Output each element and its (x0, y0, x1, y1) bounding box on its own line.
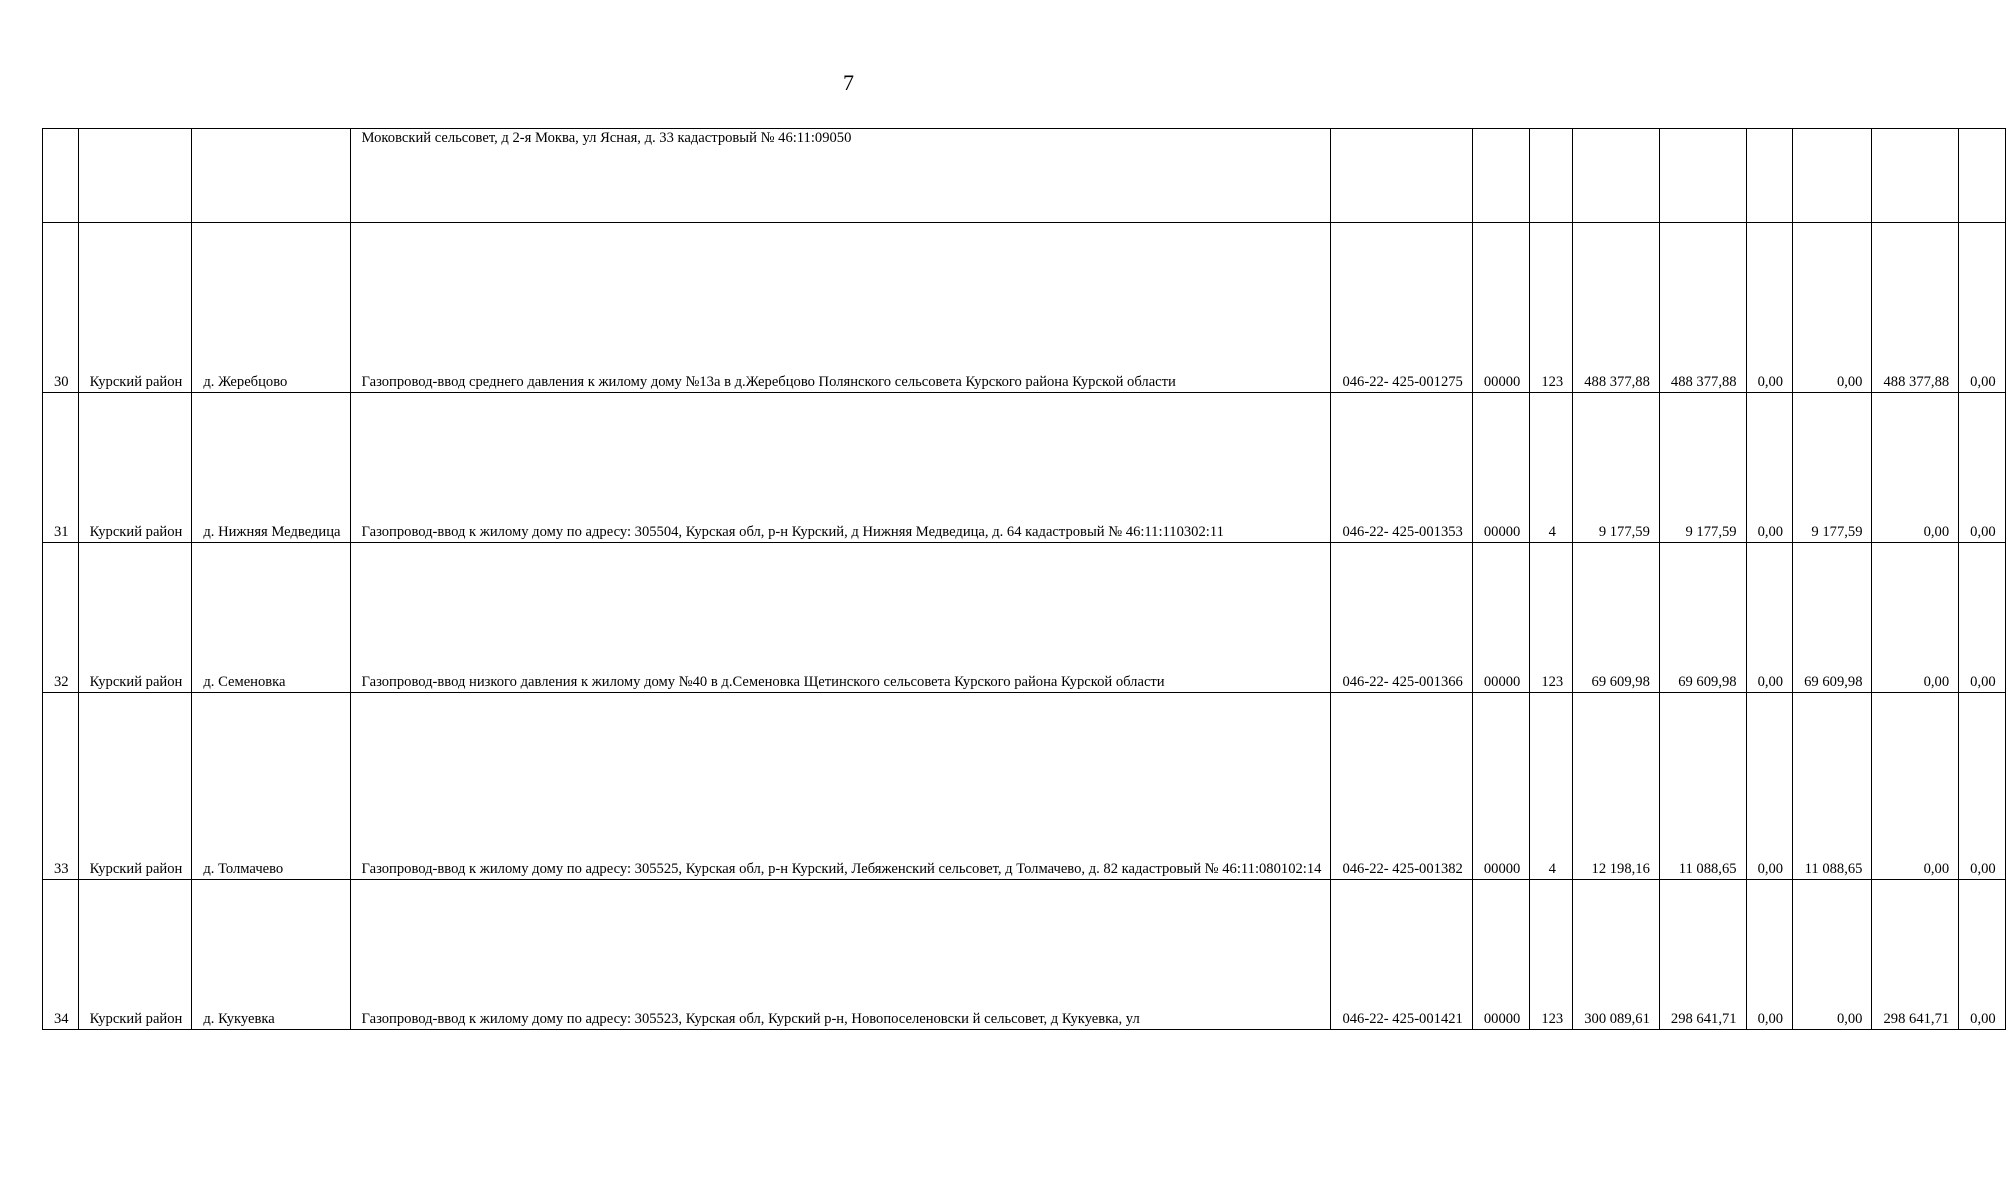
table-row (43, 693, 2006, 880)
code2-cell: 4 (1530, 693, 1573, 880)
value2-cell: 69 609,98 (1659, 543, 1746, 693)
value5-cell: 0,00 (1872, 693, 1959, 880)
value2-cell (1659, 129, 1746, 223)
row-number: 32 (43, 543, 79, 693)
reg-number-cell: 046-22- 425-001366 (1331, 543, 1472, 693)
value6-cell (1959, 129, 2006, 223)
code-cell: 00000 (1472, 543, 1529, 693)
value4-cell: 0,00 (1793, 880, 1872, 1030)
value4-cell: 11 088,65 (1793, 693, 1872, 880)
value5-cell: 0,00 (1872, 543, 1959, 693)
locality-cell: д. Толмачево (192, 693, 350, 880)
row-number: 30 (43, 223, 79, 393)
value3-cell: 0,00 (1746, 543, 1793, 693)
value4-cell (1793, 129, 1872, 223)
value1-cell (1573, 129, 1660, 223)
locality-cell: д. Семеновка (192, 543, 350, 693)
value1-cell: 300 089,61 (1573, 880, 1660, 1030)
assets-table (42, 128, 2006, 1030)
value4-cell: 0,00 (1793, 223, 1872, 393)
code2-cell: 123 (1530, 543, 1573, 693)
code2-cell: 123 (1530, 880, 1573, 1030)
value2-cell: 11 088,65 (1659, 693, 1746, 880)
value1-cell: 488 377,88 (1573, 223, 1660, 393)
value3-cell (1746, 129, 1793, 223)
page-number: 7 (843, 70, 854, 95)
description-cell: Газопровод-ввод к жилому дому по адресу: 305523, Курская обл, Курский р-н, Новопоселеновски й сельсовет, д Кукуевка, ул (350, 880, 1331, 1030)
code-cell: 00000 (1472, 223, 1529, 393)
locality-cell: д. Жеребцово (192, 223, 350, 393)
table-row (43, 880, 2006, 1030)
table-row (43, 393, 2006, 543)
row-number: 33 (43, 693, 79, 880)
description-cell: Газопровод-ввод среднего давления к жилому дому №13а в д.Жеребцово Полянского сельсовета Курского района Курской области (350, 223, 1331, 393)
row-number (43, 129, 79, 223)
value5-cell (1872, 129, 1959, 223)
reg-number-cell: 046-22- 425-001421 (1331, 880, 1472, 1030)
code2-cell (1530, 129, 1573, 223)
district-cell: Курский район (78, 693, 192, 880)
value2-cell: 488 377,88 (1659, 223, 1746, 393)
value5-cell: 298 641,71 (1872, 880, 1959, 1030)
value6-cell: 0,00 (1959, 880, 2006, 1030)
value4-cell: 9 177,59 (1793, 393, 1872, 543)
value6-cell: 0,00 (1959, 543, 2006, 693)
code-cell: 00000 (1472, 693, 1529, 880)
reg-number-cell: 046-22- 425-001382 (1331, 693, 1472, 880)
code2-cell: 123 (1530, 223, 1573, 393)
district-cell: Курский район (78, 223, 192, 393)
reg-number-cell: 046-22- 425-001275 (1331, 223, 1472, 393)
table-row (43, 223, 2006, 393)
code-cell: 00000 (1472, 880, 1529, 1030)
table-row (43, 543, 2006, 693)
table-row (43, 129, 2006, 223)
value6-cell: 0,00 (1959, 693, 2006, 880)
row-number: 34 (43, 880, 79, 1030)
code-cell (1472, 129, 1529, 223)
district-cell: Курский район (78, 543, 192, 693)
value2-cell: 298 641,71 (1659, 880, 1746, 1030)
value1-cell: 69 609,98 (1573, 543, 1660, 693)
district-cell: Курский район (78, 880, 192, 1030)
locality-cell: д. Кукуевка (192, 880, 350, 1030)
value4-cell: 69 609,98 (1793, 543, 1872, 693)
description-cell: Моковский сельсовет, д 2-я Моква, ул Ясная, д. 33 кадастровый № 46:11:09050 (350, 129, 1331, 223)
value6-cell: 0,00 (1959, 393, 2006, 543)
value5-cell: 488 377,88 (1872, 223, 1959, 393)
locality-cell: д. Нижняя Медведица (192, 393, 350, 543)
value1-cell: 9 177,59 (1573, 393, 1660, 543)
description-cell: Газопровод-ввод низкого давления к жилому дому №40 в д.Семеновка Щетинского сельсовета Курского района Курской области (350, 543, 1331, 693)
district-cell (78, 129, 192, 223)
description-cell: Газопровод-ввод к жилому дому по адресу: 305504, Курская обл, р-н Курский, д Нижняя Медведица, д. 64 кадастровый № 46:11:110302:11 (350, 393, 1331, 543)
district-cell: Курский район (78, 393, 192, 543)
reg-number-cell: 046-22- 425-001353 (1331, 393, 1472, 543)
description-cell: Газопровод-ввод к жилому дому по адресу: 305525, Курская обл, р-н Курский, Лебяженский сельсовет, д Толмачево, д. 82 кадастровый № 46:11:080102:14 (350, 693, 1331, 880)
reg-number-cell (1331, 129, 1472, 223)
value6-cell: 0,00 (1959, 223, 2006, 393)
value3-cell: 0,00 (1746, 693, 1793, 880)
value2-cell: 9 177,59 (1659, 393, 1746, 543)
locality-cell (192, 129, 350, 223)
value3-cell: 0,00 (1746, 393, 1793, 543)
row-number: 31 (43, 393, 79, 543)
value3-cell: 0,00 (1746, 880, 1793, 1030)
value1-cell: 12 198,16 (1573, 693, 1660, 880)
value5-cell: 0,00 (1872, 393, 1959, 543)
code2-cell: 4 (1530, 393, 1573, 543)
code-cell: 00000 (1472, 393, 1529, 543)
value3-cell: 0,00 (1746, 223, 1793, 393)
